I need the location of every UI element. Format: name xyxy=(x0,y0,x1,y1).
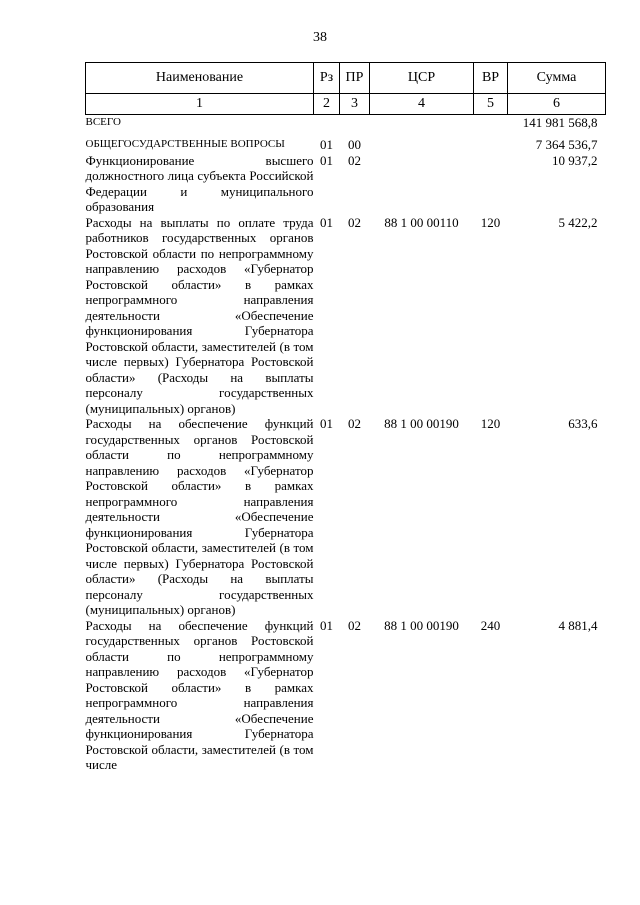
row-name: ОБЩЕГОСУДАРСТВЕННЫЕ ВОПРОСЫ xyxy=(85,138,285,150)
row-rz xyxy=(314,115,340,138)
row-sum: 141 981 568,8 xyxy=(522,115,598,130)
header-sum: Сумма xyxy=(508,63,606,94)
column-number: 4 xyxy=(370,94,474,115)
row-name: Функционирование высшего должностного лица субъекта Российской Федерации и муниципального образования xyxy=(85,152,314,214)
row-pr: 02 xyxy=(348,617,361,633)
row-csr xyxy=(370,137,474,153)
column-number: 5 xyxy=(474,94,508,115)
header-name: Наименование xyxy=(86,63,314,94)
row-sum: 5 422,2 xyxy=(558,214,598,230)
column-number: 1 xyxy=(86,94,314,115)
row-vr: 120 xyxy=(480,416,501,431)
row-rz: 01 xyxy=(320,214,333,230)
row-rz: 01 xyxy=(320,617,333,633)
header-rz: Рз xyxy=(314,63,340,94)
budget-table xyxy=(85,62,606,773)
table-row xyxy=(86,215,606,417)
row-pr: 02 xyxy=(348,416,361,431)
row-rz: 01 xyxy=(320,137,333,152)
row-pr: 02 xyxy=(348,214,361,230)
table-row xyxy=(86,153,606,215)
row-name: Расходы на выплаты по оплате труда работников государственных органов Ростовской области по непрограммному направлению расходов «Губернатор Ростовской области» в рамках непрограммного направления деятельности «Обеспечение функционирования Губернатора Ростовской области, заместителей (в том числе первых) Губернатора Ростовской области» (Расходы на выплаты персоналу государственных (муниципальных) органов) xyxy=(85,214,314,416)
row-pr: 02 xyxy=(348,152,361,168)
row-csr: 88 1 00 00190 xyxy=(384,416,459,431)
row-vr xyxy=(474,137,508,153)
column-number-row xyxy=(86,94,606,115)
row-name: ВСЕГО xyxy=(85,116,121,128)
row-sum: 4 881,4 xyxy=(558,617,598,633)
row-pr xyxy=(340,115,370,138)
table-row xyxy=(86,115,606,138)
header-row xyxy=(86,63,606,94)
row-name: Расходы на обеспечение функций государственных органов Ростовской области по непрограммному направлению расходов «Губернатор Ростовской области» в рамках непрограммного направления деятельности «Обеспечение функционирования Губернатора Ростовской области, заместителей (в том числе xyxy=(85,617,314,772)
row-csr xyxy=(370,153,474,215)
row-sum: 633,6 xyxy=(568,416,598,431)
header-vr: ВР xyxy=(474,63,508,94)
column-number: 3 xyxy=(340,94,370,115)
table-row xyxy=(86,618,606,773)
row-vr: 240 xyxy=(480,617,501,633)
row-vr: 120 xyxy=(480,214,501,230)
header-csr: ЦСР xyxy=(370,63,474,94)
row-sum: 7 364 536,7 xyxy=(535,137,598,152)
row-csr: 88 1 00 00190 xyxy=(384,617,459,633)
row-rz: 01 xyxy=(320,152,333,168)
column-number: 2 xyxy=(314,94,340,115)
row-csr: 88 1 00 00110 xyxy=(384,214,459,230)
table-row xyxy=(86,416,606,618)
page-number: 38 xyxy=(313,30,327,45)
column-number: 6 xyxy=(508,94,606,115)
row-vr xyxy=(474,115,508,138)
table-row xyxy=(86,137,606,153)
header-pr: ПР xyxy=(340,63,370,94)
row-vr xyxy=(474,153,508,215)
row-pr: 00 xyxy=(348,137,361,152)
row-rz: 01 xyxy=(320,416,333,431)
row-csr xyxy=(370,115,474,138)
row-name: Расходы на обеспечение функций государственных органов Ростовской области по непрограммному направлению расходов «Губернатор Ростовской области» в рамках непрограммного направления деятельности «Обеспечение функционирования Губернатора Ростовской области, заместителей (в том числе первых) Губернатора Ростовской области» (Расходы на выплаты персоналу государственных (муниципальных) органов) xyxy=(85,416,314,617)
row-sum: 10 937,2 xyxy=(552,152,598,168)
